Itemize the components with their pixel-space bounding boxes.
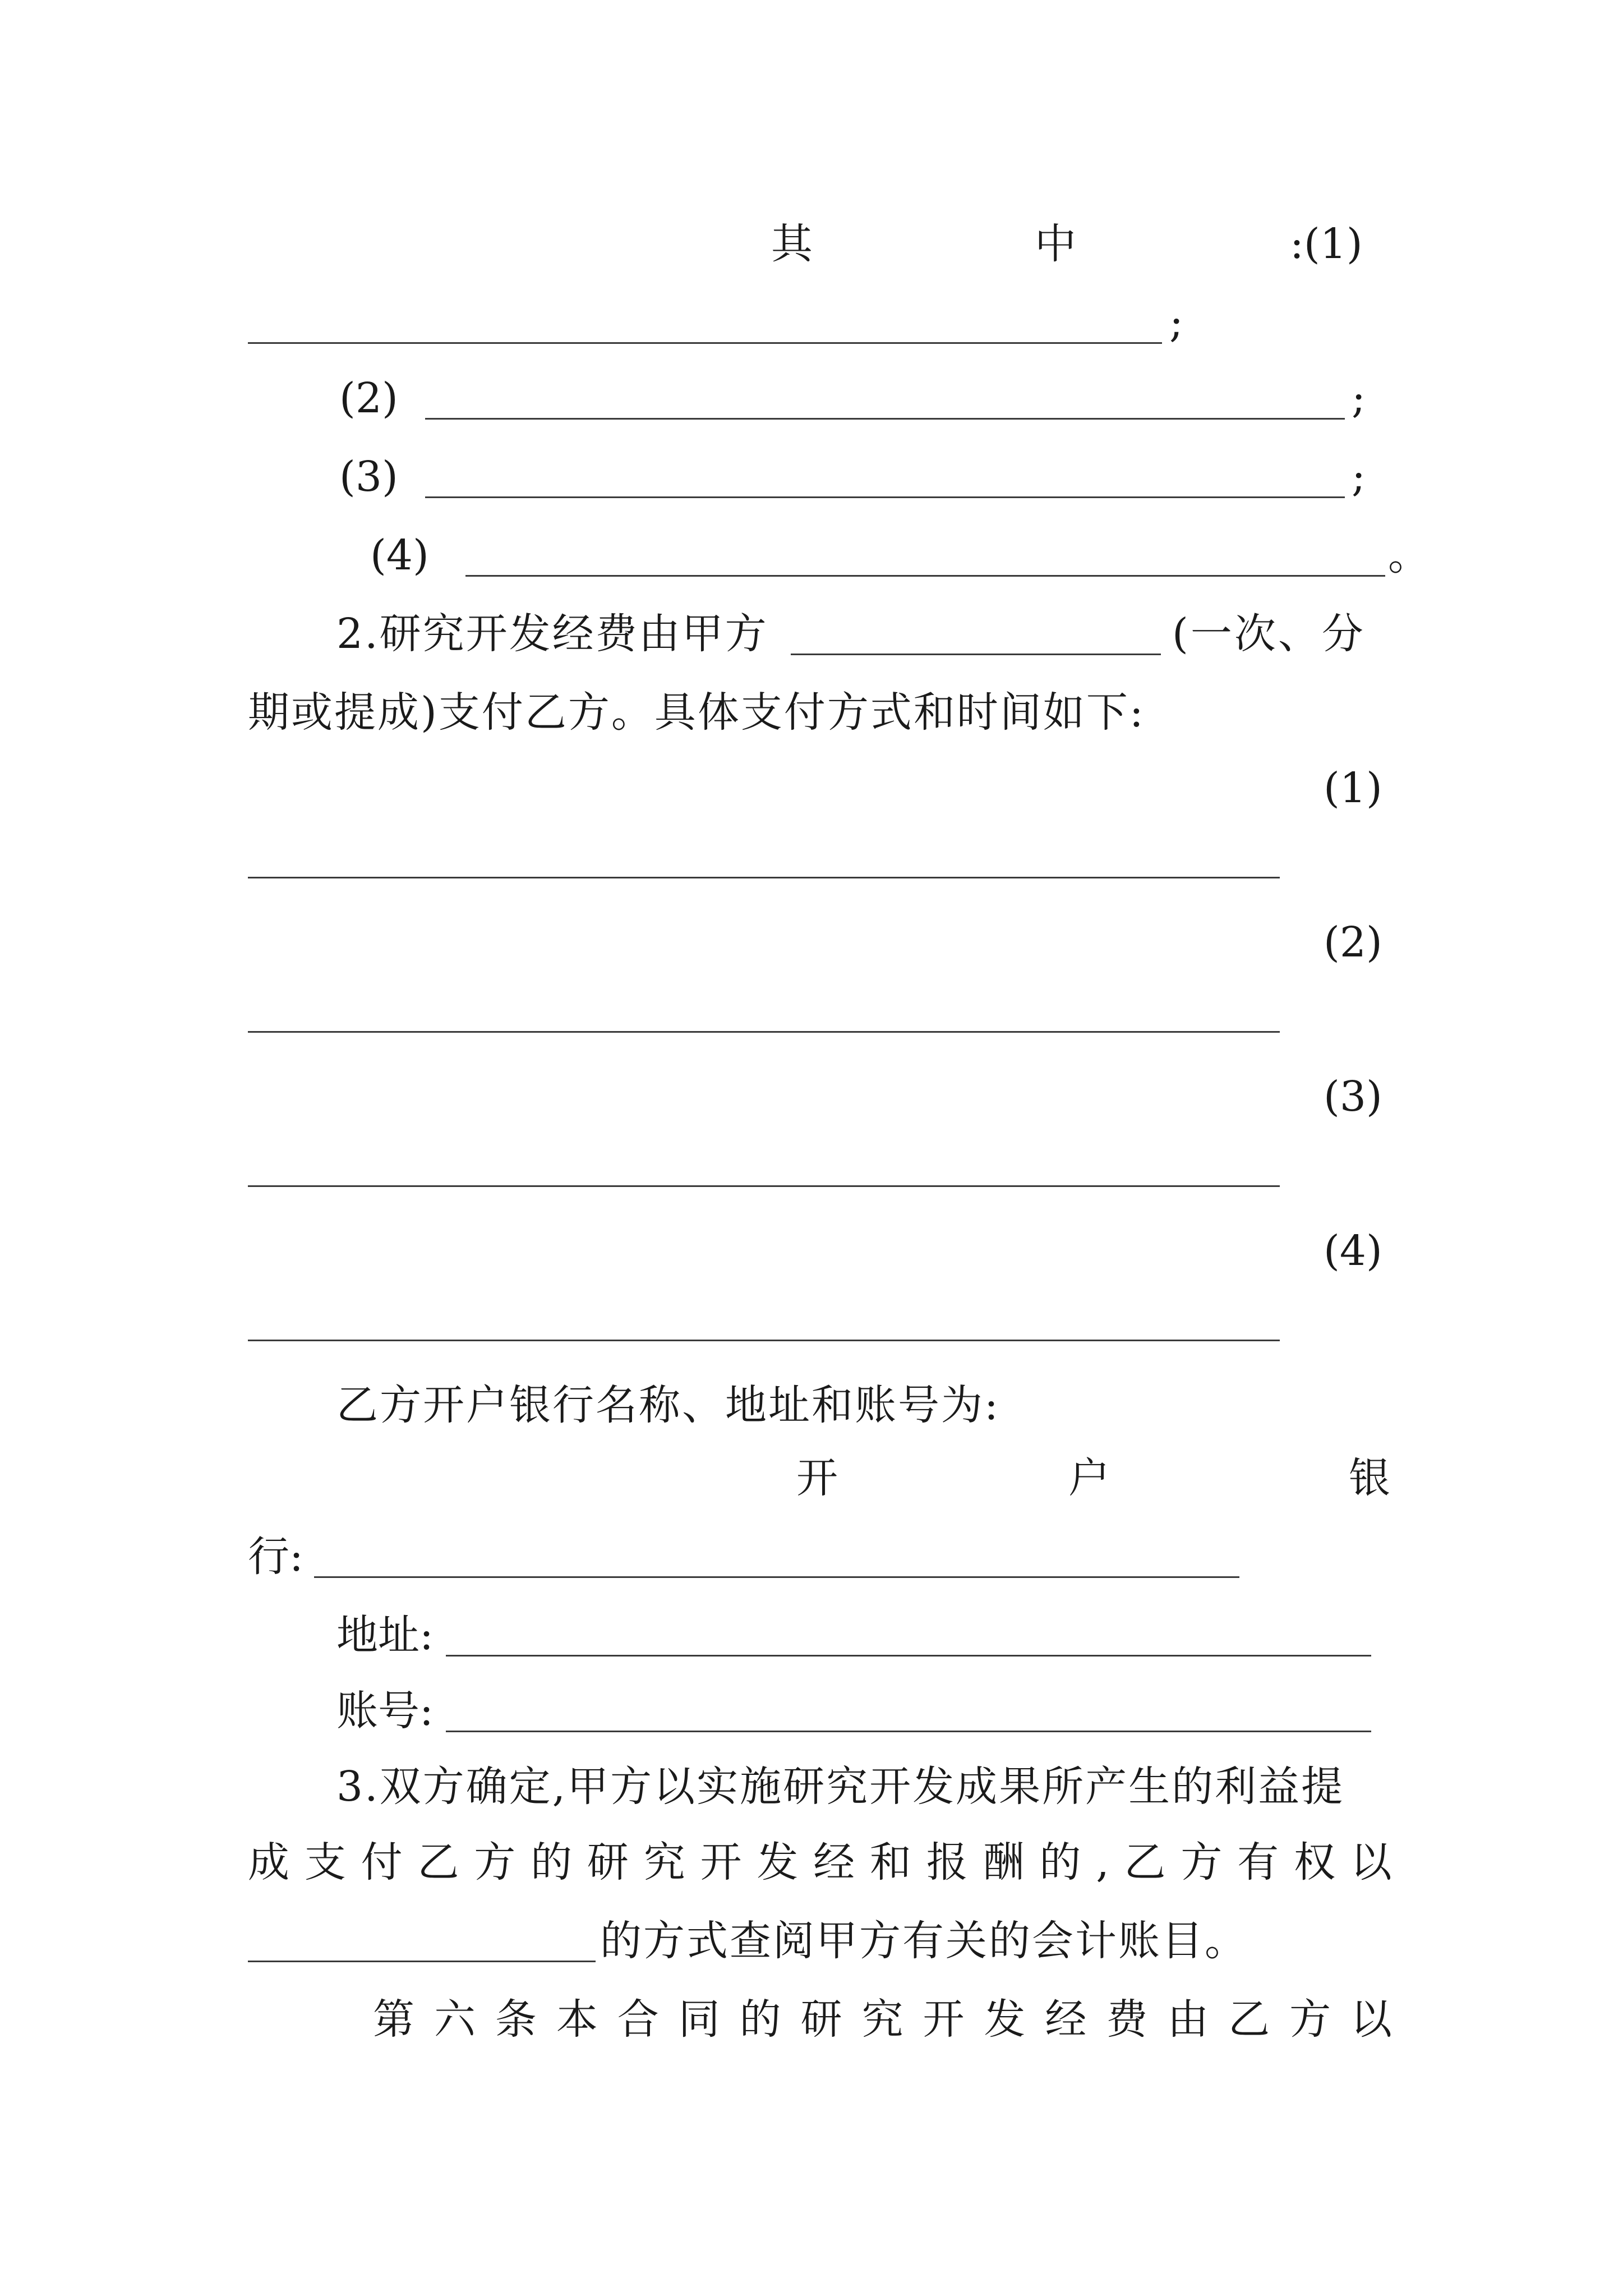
item-label-2: (2) (339, 374, 398, 422)
line-item-2 (0, 367, 1623, 429)
bank-name-label-cont: 行: (248, 1533, 303, 1581)
a6-ch-2: 条 (495, 1995, 537, 2044)
c3-ch-20: 以 (1350, 1838, 1392, 1887)
line-item-3 (0, 446, 1623, 508)
c3-ch-16: 乙 (1124, 1838, 1166, 1887)
clause-2-text-cont: 期或提成)支付乙方。具体支付方式和时间如下: (248, 688, 1145, 737)
c3-ch-13: 酬 (983, 1838, 1025, 1887)
line-clause-2-cont (0, 682, 1623, 743)
line-address (0, 1604, 1623, 1666)
a6-ch-5: 同 (678, 1995, 720, 2044)
pay-label-4: (4) (1324, 1227, 1382, 1275)
line-article-6 (373, 1989, 1392, 2050)
a6-ch-4: 合 (617, 1995, 659, 2044)
line-bank-intro (0, 1374, 1623, 1436)
c3-ch-4: 方 (474, 1838, 516, 1887)
item-label-3: (3) (339, 453, 398, 501)
a6-ch-11: 经 (1045, 1995, 1087, 2044)
fill-blank-bank-name[interactable] (314, 1576, 1239, 1578)
pay-label-2: (2) (1324, 918, 1382, 967)
semicolon-3: ; (1352, 453, 1366, 501)
char-zhong: 中 (1035, 220, 1076, 268)
c3-ch-7: 究 (643, 1838, 685, 1887)
c3-ch-10: 经 (813, 1838, 855, 1887)
semicolon-1: ; (1169, 298, 1183, 347)
clause-2-text: 2.研究开发经费由甲方 (336, 610, 768, 658)
a6-ch-16: 以 (1350, 1995, 1392, 2044)
clause-2-text-b: (一次、分 (1172, 610, 1366, 658)
line-clause-2 (0, 603, 1623, 665)
item-label-4: (4) (370, 531, 429, 579)
line-bank-name (0, 1526, 1623, 1588)
pay-label-1: (1) (1324, 764, 1382, 812)
bank-intro-text: 乙方开户银行名称、地址和账号为: (336, 1381, 1000, 1429)
a6-ch-8: 究 (861, 1995, 903, 2044)
char-qi: 其 (771, 220, 813, 268)
char-yin: 银 (1349, 1454, 1390, 1502)
fill-blank-4[interactable] (465, 575, 1385, 577)
line-clause-3 (0, 1756, 1623, 1818)
account-label: 账号: (336, 1687, 434, 1735)
c3-ch-3: 乙 (417, 1838, 459, 1887)
line-pay-1 (0, 757, 1623, 819)
char-hu: 户 (1068, 1454, 1110, 1502)
c3-ch-14: 的 (1039, 1838, 1081, 1887)
c3-ch-8: 开 (700, 1838, 742, 1887)
fill-blank-3[interactable] (425, 496, 1345, 498)
a6-ch-1: 六 (434, 1995, 476, 2044)
period-4: 。 (1388, 531, 1430, 579)
fill-blank-pay-4[interactable] (248, 1340, 1280, 1341)
fill-blank-pay-2[interactable] (248, 1031, 1280, 1033)
char-kai: 开 (796, 1454, 838, 1502)
c3-ch-2: 付 (361, 1838, 403, 1887)
line-bank-name-label (0, 1447, 1623, 1509)
a6-ch-14: 乙 (1228, 1995, 1270, 2044)
item-label-1: :(1) (1290, 220, 1363, 268)
line-blank-1 (0, 292, 1623, 353)
fill-blank-payment-method[interactable] (791, 654, 1161, 655)
c3-ch-18: 有 (1237, 1838, 1279, 1887)
c3-ch-17: 方 (1181, 1838, 1223, 1887)
c3-ch-5: 的 (531, 1838, 573, 1887)
pay-label-3: (3) (1324, 1073, 1382, 1121)
c3-ch-19: 权 (1293, 1838, 1335, 1887)
line-qizhong (0, 213, 1623, 275)
fill-blank-pay-1[interactable] (248, 877, 1280, 878)
address-label: 地址: (336, 1611, 434, 1659)
fill-blank-2[interactable] (425, 418, 1345, 420)
line-pay-4 (0, 1220, 1623, 1282)
fill-blank-address[interactable] (446, 1655, 1371, 1657)
line-clause-3-end (0, 1910, 1623, 1972)
fill-blank-account[interactable] (446, 1731, 1371, 1732)
a6-ch-12: 费 (1106, 1995, 1148, 2044)
a6-ch-3: 本 (556, 1995, 598, 2044)
semicolon-2: ; (1352, 374, 1366, 422)
fill-blank-pay-3[interactable] (248, 1185, 1280, 1187)
line-pay-3 (0, 1066, 1623, 1128)
line-clause-3-cont (248, 1832, 1392, 1893)
a6-ch-13: 由 (1167, 1995, 1209, 2044)
a6-ch-15: 方 (1289, 1995, 1331, 2044)
a6-ch-9: 开 (923, 1995, 965, 2044)
c3-ch-11: 和 (869, 1838, 911, 1887)
a6-ch-7: 研 (800, 1995, 842, 2044)
c3-ch-9: 发 (757, 1838, 799, 1887)
c3-ch-15: , (1096, 1838, 1109, 1887)
clause-3-text: 3.双方确定,甲方以实施研究开发成果所产生的利益提 (336, 1763, 1345, 1811)
line-item-4 (0, 524, 1623, 586)
c3-ch-0: 成 (248, 1838, 289, 1887)
line-pay-2 (0, 912, 1623, 973)
c3-ch-6: 研 (587, 1838, 629, 1887)
a6-ch-10: 发 (984, 1995, 1026, 2044)
c3-ch-12: 报 (926, 1838, 968, 1887)
fill-blank-review-method[interactable] (248, 1961, 596, 1962)
a6-ch-0: 第 (373, 1995, 414, 2044)
fill-blank-1[interactable] (248, 342, 1162, 344)
c3-ch-1: 支 (304, 1838, 346, 1887)
clause-3-text-end: 的方式查阅甲方有关的会计账目。 (600, 1917, 1248, 1965)
line-account (0, 1680, 1623, 1742)
a6-ch-6: 的 (739, 1995, 781, 2044)
